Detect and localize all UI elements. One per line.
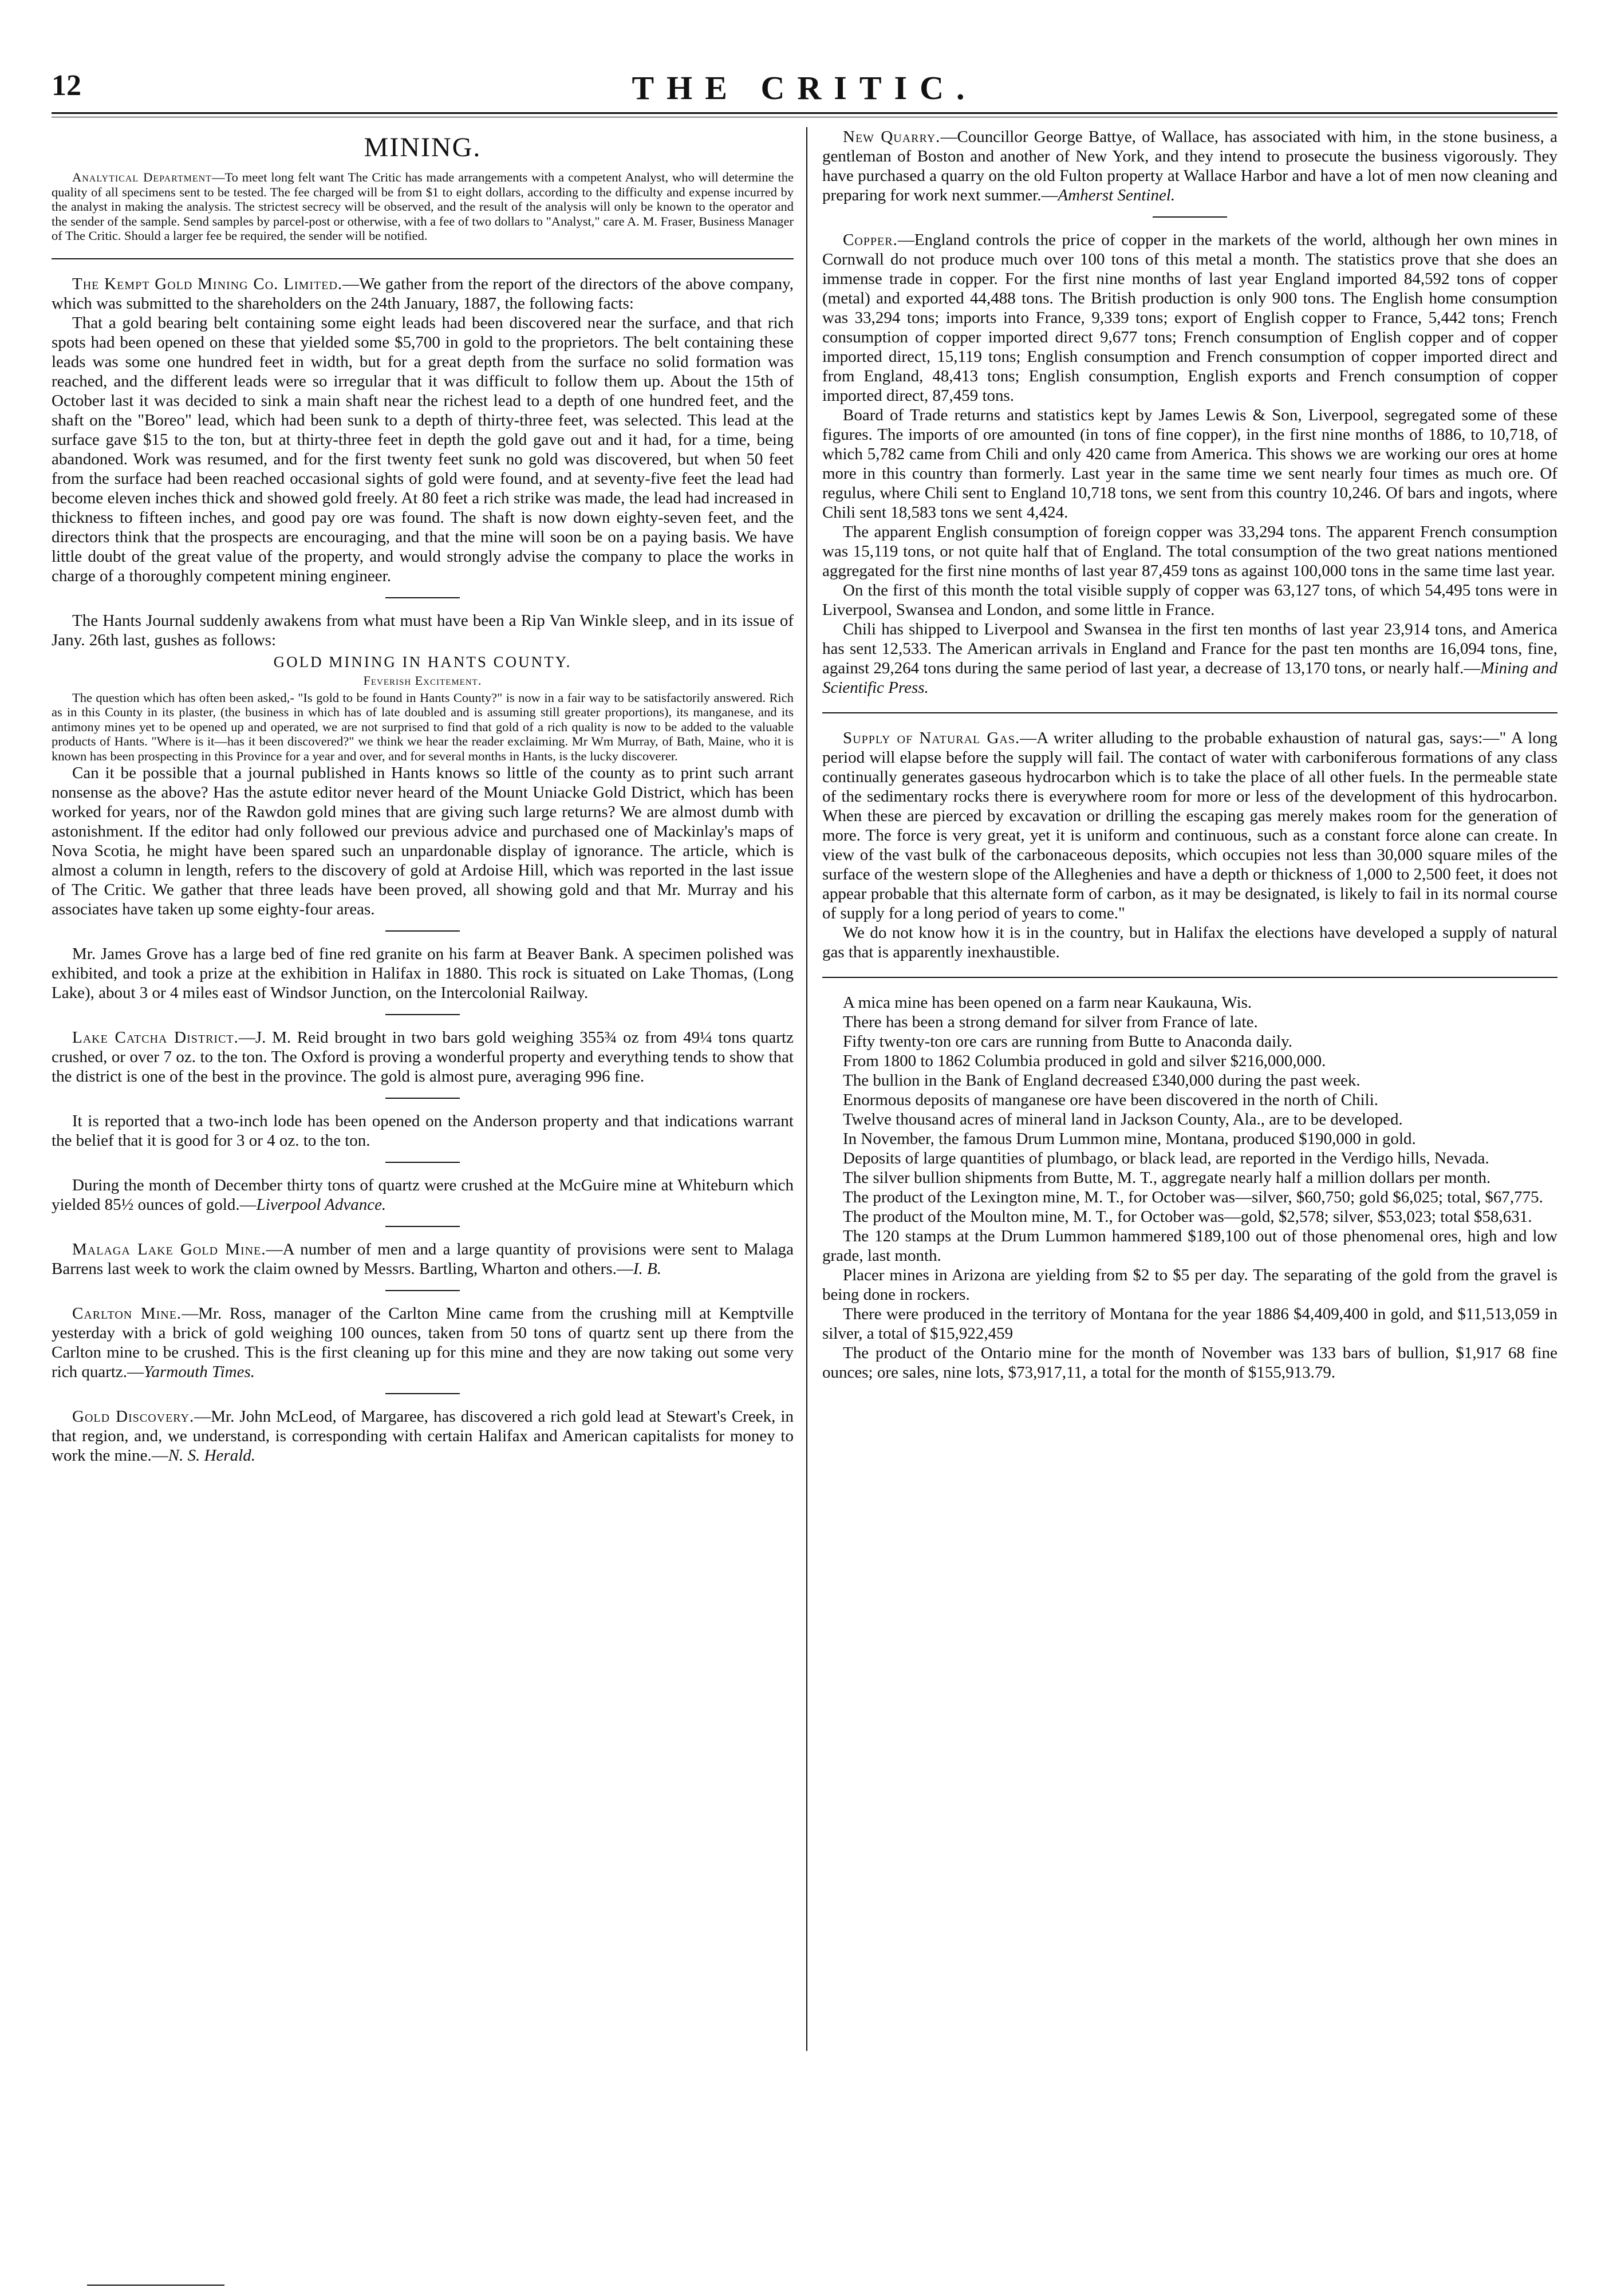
copper-p4: On the first of this month the total visible supply of copper was 63,127 tons, of which 54,495 tons were in Liverpool, Swansea and London, and some little in France.: [822, 581, 1557, 619]
gas-p1-text: —A writer alluding to the probable exhaustion of natural gas, says:—" A long period will elapse before the supply will fail. The contact of water with carboniferous formations of any class continually generates gaseous hydrocarbon which is to take the place of all other fuels. In the permeable state of the sedimentary rocks there is everywhere room for more or less of the development of this hydrocarbon. When these are pierced by excavation or drilling the escaping gas merely makes room for the generation of more. The force is very great, yet it is uniform and continuous, such as a constant force alone can create. In view of the vast bulk of the carbonaceous deposits, which occupies not less than 30,000 square miles of the surface of the western slope of the Alleghenies and have a depth or thickness of 1,000 to 2,500 feet, it does not appear probable that this alternate form of carbon, as it may be designated, is likely to fail in its normal course of supply for a long period of years to come.": [822, 729, 1557, 922]
divider: [822, 712, 1557, 713]
quarry-body: —Councillor George Battye, of Wallace, has associated with him, in the stone business, a gentleman of Boston and another of New York, and they intend to prosecute the business vigorously. They have purchased a quarry on the old Fulton property at Wallace Harbor and have a lot of men now cleaning and preparing for work next summer.—: [822, 128, 1557, 204]
list-item: There has been a strong demand for silver from France of late.: [843, 1013, 1258, 1031]
list-item: There were produced in the territory of Montana for the year 1886 $4,409,400 in gold, and $11,513,059 in silver, a total of $15,922,459: [822, 1305, 1557, 1343]
divider: [385, 1226, 460, 1227]
gas-lead: Supply of Natural Gas.: [843, 729, 1020, 747]
hants-heading: GOLD MINING IN HANTS COUNTY.: [273, 653, 572, 670]
divider: [385, 1014, 460, 1015]
left-column: [52, 127, 794, 2262]
hants-quote: The question which has often been asked,- "Is gold to be found in Hants County?" is now in a fair way to be satisfactorily answered. Rich as in this County in its plaster, (the business in which has of late doubled and is assuming still greater proportions), its manganese, and its antimony mines yet to be opened up and operated, we are not surprised to find that gold of a rich quality is now to be added to the valuable products of Hants. "Where is it—has it been discovered?" we think we hear the reader exclaiming. Mr Wm Murray, of Bath, Maine, who it is known has been prospecting in this Province for a year and over, and for several months in Hants, is the lucky discoverer.: [52, 690, 794, 763]
copper-p5-text: Chili has shipped to Liverpool and Swansea in the first ten months of last year 23,914 tons, and America has sent 12,533. The American arrivals in England and France for the past ten months are 16,094 tons, fine, against 29,264 tons during the same period of last year, a decrease of 13,170 tons, or nearly half.—: [822, 620, 1557, 677]
quarry-article: [822, 127, 1557, 205]
malaga-body: —A number of men and a large quantity of provisions were sent to Malaga Barrens last week to work the claim owned by Messrs. Bartling, Wharton and others.—: [52, 1240, 794, 1278]
masthead: THE CRITIC.: [632, 69, 977, 106]
page-number: 12: [52, 69, 81, 102]
list-item: Deposits of large quantities of plumbago, or black lead, are reported in the Verdigo hills, Nevada.: [843, 1149, 1489, 1167]
list-item: The product of the Ontario mine for the month of November was 133 bars of bullion, $1,917 68 fine ounces; ore sales, nine lots, $73,917,11, a total for the month of $155,913.79.: [822, 1344, 1557, 1382]
mcguire-body: During the month of December thirty tons of quartz were crushed at the McGuire mine at Whiteburn which yielded 85½ ounces of gold.—: [52, 1176, 794, 1214]
list-item: The silver bullion shipments from Butte, M. T., aggregate nearly half a million dollars per month.: [843, 1169, 1491, 1187]
list-item: From 1800 to 1862 Columbia produced in gold and silver $216,000,000.: [843, 1052, 1326, 1070]
list-item: In November, the famous Drum Lummon mine, Montana, produced $190,000 in gold.: [843, 1130, 1416, 1148]
carlton-article: [52, 1304, 794, 1382]
grove-article: Mr. James Grove has a large bed of fine red granite on his farm at Beaver Bank. A specimen polished was exhibited, and took a prize at the exhibition in Halifax in 1880. This rock is situated on Lake Thomas, (Long Lake), about 3 or 4 miles east of Windsor Junction, on the Intercolonial Railway.: [52, 945, 794, 1002]
list-item: The product of the Lexington mine, M. T., for October was—silver, $60,750; gold $6,025; total, $67,775.: [843, 1188, 1543, 1206]
divider: [385, 930, 460, 932]
footer-rule: [87, 2285, 224, 2286]
catcha-body: —J. M. Reid brought in two bars gold weighing 355¾ oz from 49¼ tons quartz crushed, or over 7 oz. to the ton. The Oxford is proving a wonderful property and everything tends to show that the district is one of the best in the province. The gold is almost pure, averaging 996 fine.: [52, 1028, 794, 1086]
quarry-source: Amherst Sentinel.: [1058, 186, 1176, 204]
copper-source: Mining and Scientific Press.: [822, 659, 1557, 697]
carlton-lead: Carlton Mine.: [72, 1304, 182, 1323]
carlton-body: —Mr. Ross, manager of the Carlton Mine came from the crushing mill at Kemptville yesterday with a brick of gold weighing 100 ounces, taken from 50 tons of quartz sent up there from the Carlton mine to be crushed. This is the first cleaning up for this mine and they are now taking out some very rich quartz.—: [52, 1304, 794, 1381]
kempt-p1: —We gather from the report of the directors of the above company, which was submitted to the shareholders on the 24th January, 1887, the following facts:: [52, 274, 794, 313]
list-item: A mica mine has been opened on a farm near Kaukauna, Wis.: [843, 993, 1252, 1012]
column-divider: [806, 127, 807, 2051]
copper-p3: The apparent English consumption of foreign copper was 33,294 tons. The apparent French consumption was 15,119 tons, or not quite half that of England. The total consumption of the two great nations mentioned aggregated for the first nine months of last year 87,459 tons as against 100,000 tons in the same time last year.: [822, 523, 1557, 580]
analytical-body: —To meet long felt want The Critic has made arrangements with a competent Analyst, who will determine the quality of all specimens sent to be tested. The fee charged will be from $1 to eight dollars, according to the difficulty and expense incurred by the analyst in making the analysis. The strictest secrecy will be observed, and the result of the analysis will only be known to the operator and the sender of the sample. Send samples by parcel-post or otherwise, with a fee of two dollars to "Analyst," care A. M. Fraser, Business Manager of The Critic. Should a larger fee be required, the sender will be notified.: [52, 170, 794, 243]
divider: [822, 977, 1557, 978]
kempt-article-intro: [52, 274, 794, 313]
discovery-body: —Mr. John McLeod, of Margaree, has discovered a rich gold lead at Stewart's Creek, in that region, and, we understand, is corresponding with certain Halifax and American capitalists for money to work the mine.—: [52, 1407, 794, 1465]
copper-p1: [822, 230, 1557, 405]
copper-p5: [822, 620, 1557, 697]
catcha-article: [52, 1028, 794, 1086]
header-rule: [52, 112, 1557, 114]
malaga-source: I. B.: [633, 1260, 661, 1278]
malaga-lead: Malaga Lake Gold Mine.: [72, 1240, 266, 1259]
carlton-source: Yarmouth Times.: [144, 1363, 255, 1381]
right-column: [822, 127, 1557, 2262]
page-header: [52, 69, 1557, 109]
analytical-lead: Analytical Department: [72, 170, 212, 184]
list-item: Fifty twenty-ton ore cars are running from Butte to Anaconda daily.: [843, 1032, 1292, 1051]
columns: [52, 127, 1557, 2262]
list-item: The product of the Moulton mine, M. T., for October was—gold, $2,578; silver, $53,023; total $58,631.: [843, 1208, 1532, 1226]
quarry-lead: New Quarry.: [843, 128, 941, 146]
analytical-department-notice: [52, 170, 794, 243]
mcguire-source: Liverpool Advance.: [256, 1196, 387, 1214]
section-title: MINING.: [364, 132, 482, 163]
hants-comment: Can it be possible that a journal published in Hants knows so little of the county as to print such arrant nonsense as the above? Has the astute editor never heard of the Mount Uniacke Gold District, which has been worked for years, nor of the Rawdon gold mines that are giving such large returns? We are almost dumb with astonishment. If the editor had only followed our previous advice and purchased one of Mackinlay's maps of Nova Scotia, he might have been spared such an unpardonable display of ignorance. The article, which is almost a column in length, refers to the discovery of gold at Ardoise Hill, which was reported in the last issue of The Critic. We gather that three leads have been proved, all showing gold and that Mr. Murray and his associates have taken up some eighty-four areas.: [52, 764, 794, 918]
copper-p1-text: —England controls the price of copper in the markets of the world, although her own mines in Cornwall do not produce much over 100 tons of this metal a month. The statistics prove that she does an immense trade in copper. For the first nine months of last year England imported 84,592 tons of copper (metal) and exported 44,488 tons. The British production is only 900 tons. The English home consumption was 33,294 tons; imports into France, 9,339 tons; export of English copper to France, 5,442 tons; French consumption of copper imported direct 9,677 tons; French consumption of English copper and of copper imported direct, 15,119 tons; English consumption and French consumption of copper imported direct and from England, 48,413 tons; English consumption, English exports and French consumption of copper imported direct, 87,459 tons.: [822, 231, 1557, 405]
kempt-article-body: That a gold bearing belt containing some eight leads had been discovered near the surface, and that rich spots had been opened on these that yielded some $5,700 in gold to the proprietors. The belt containing these leads was some one hundred feet in width, but for a great depth from the surface no solid formation was reached, and the different leads were so irregular that it was difficult to follow them up. About the 15th of October last it was decided to sink a main shaft near the richest lead to a depth of one hundred feet, and the shaft on the "Boreo" lead, which had been sunk to a depth of thirty-three feet, was selected. This lead at the surface gave $15 to the ton, but at thirty-three feet in depth the gold gave out and it had, for a time, being abandoned. Work was resumed, and for the first twenty feet sunk no gold was discovered, but when 50 feet from the surface had been reached occasional sights of gold were found, and at seventy-five feet the lead had become eleven inches thick and showed gold freely. At 80 feet a rich strike was made, the lead had increased in thickness to fifteen inches, and good pay ore was found. The shaft is now down eighty-seven feet, and the directors think that the prospects are encouraging, and that the mine will soon be on a paying basis. We have little doubt of the great value of the property, and would strongly advise the company to place the works in charge of a thoroughly competent mining engineer.: [52, 313, 794, 585]
kempt-lead: The Kempt Gold Mining Co. Limited.: [72, 274, 343, 293]
divider: [385, 1162, 460, 1163]
list-item: The bullion in the Bank of England decreased £340,000 during the past week.: [843, 1071, 1360, 1090]
hants-intro: The Hants Journal suddenly awakens from what must have been a Rip Van Winkle sleep, and in its issue of Jany. 26th last, gushes as follows:: [52, 611, 794, 649]
discovery-article: [52, 1407, 794, 1465]
divider: [1153, 216, 1227, 218]
malaga-article: [52, 1240, 794, 1279]
divider: [52, 258, 794, 259]
list-item: Enormous deposits of manganese ore have been discovered in the north of Chili.: [843, 1091, 1379, 1109]
mcguire-article: [52, 1175, 794, 1214]
divider: [385, 1098, 460, 1099]
gas-p2: We do not know how it is in the country, but in Halifax the elections have developed a supply of natural gas that is apparently inexhaustible.: [822, 924, 1557, 961]
anderson-article: It is reported that a two-inch lode has been opened on the Anderson property and that indications warrant the belief that it is good for 3 or 4 oz. to the ton.: [52, 1112, 794, 1150]
discovery-source: N. S. Herald.: [168, 1446, 256, 1465]
divider: [385, 1290, 460, 1291]
list-item: Twelve thousand acres of mineral land in Jackson County, Ala., are to be developed.: [843, 1110, 1403, 1129]
discovery-lead: Gold Discovery.: [72, 1407, 195, 1426]
gas-p1: [822, 728, 1557, 923]
divider: [385, 1393, 460, 1394]
divider: [385, 597, 460, 598]
list-item: Placer mines in Arizona are yielding from $2 to $5 per day. The separating of the gold from the gravel is being done in rockers.: [822, 1266, 1557, 1304]
list-item: The 120 stamps at the Drum Lummon hammered $189,100 out of those phenomenal ores, high and low grade, last month.: [822, 1227, 1557, 1265]
copper-p2: Board of Trade returns and statistics kept by James Lewis & Son, Liverpool, segregated some of these figures. The imports of ore amounted (in tons of fine copper), in the first nine months of 1886, to 10,718, of which 5,782 came from Chili and only 420 came from America. This shows we are working our ores at home more in this country than formerly. Last year in the same time we sent nearly four times as much ore. Of regulus, where Chili sent to England 10,718 tons, we sent from this country 10,246. Of bars and ingots, where Chili sent 18,583 tons we sent 4,424.: [822, 406, 1557, 522]
catcha-lead: Lake Catcha District.: [72, 1028, 239, 1047]
hants-subheading: Feverish Excitement.: [363, 673, 482, 688]
copper-lead: Copper.: [843, 231, 898, 249]
notes-list: [822, 993, 1557, 1382]
